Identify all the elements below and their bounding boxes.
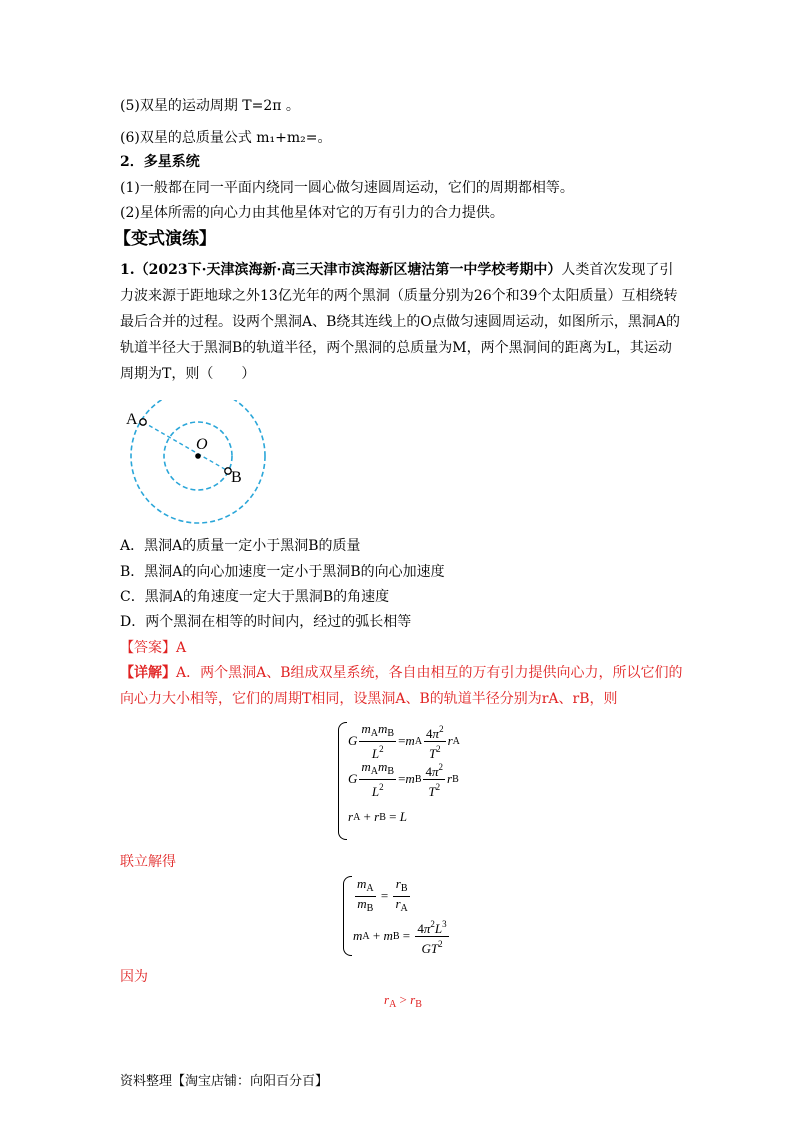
question-number: 1.: [120, 262, 135, 278]
option-b: B．黑洞A的向心加速度一定小于黑洞B的向心加速度: [120, 564, 445, 580]
orbit-figure: [120, 400, 280, 530]
center-o: [195, 453, 201, 459]
equation-system-1: G $\frac{m_Am_B}{L^2}$ = m A $\frac{4\pi^2}{T^2}$ r A G $\frac{m_Am_B}{L^2}$ = m B $\frac{4\pi^2}{T^2}$ r B r A + r B = L: [338, 722, 518, 840]
section-2-title: 2．多星系统: [120, 154, 200, 170]
label-b: B: [231, 469, 242, 486]
detail-label: 【详解】: [120, 665, 176, 681]
section-2-item-1: (1)一般都在同一平面内绕同一圆心做匀速圆周运动，它们的周期都相等。: [120, 180, 574, 196]
practice-heading: 【变式演练】: [114, 229, 216, 249]
footer-note: 资料整理【淘宝店铺：向阳百分百】: [120, 1074, 329, 1089]
option-a: A．黑洞A的质量一定小于黑洞B的质量: [120, 538, 361, 554]
item-6: (6)双星的总质量公式 m₁+m₂=。: [120, 130, 332, 146]
answer: 【答案】A: [120, 640, 187, 656]
label-o: O: [196, 436, 208, 453]
connecting-line: [143, 422, 228, 471]
detail: [120, 660, 685, 712]
question-text: 人类首次发现了引力波来源于距地球之外13亿光年的两个黑洞（质量分别为26个和39个太阳质量）互相绕转最后合并的过程。设两个黑洞A、B绕其连线上的O点做匀速圆周运动，如图所示，黑洞A的轨道半径大于黑洞B的轨道半径，两个黑洞的总质量为M，两个黑洞间的距离为L，其运动周期为T，则（ ）: [120, 262, 680, 382]
inequality: $r_A > r_B$: [384, 992, 422, 1010]
outer-orbit: [131, 400, 265, 523]
question-source: （2023下·天津滨海新·高三天津市滨海新区塘沽第一中学校考期中）: [134, 262, 562, 278]
question-1: [120, 257, 680, 387]
item-5: (5)双星的运动周期 T=2π 。: [120, 98, 300, 114]
joint-solve: 联立解得: [120, 854, 176, 870]
option-c: C．黑洞A的角速度一定大于黑洞B的角速度: [120, 589, 390, 605]
option-d: D．两个黑洞在相等的时间内，经过的弧长相等: [120, 614, 412, 630]
detail-text: A．两个黑洞A、B组成双星系统，各自由相互的万有引力提供向心力，所以它们的向心力大小相等，它们的周期T相同，设黑洞A、B的轨道半径分别为rA、rB，则: [120, 665, 683, 707]
section-2-item-2: (2)星体所需的向心力由其他星体对它的万有引力的合力提供。: [120, 205, 504, 221]
label-a: A: [126, 411, 138, 428]
because: 因为: [120, 969, 148, 985]
equation-system-2: $\frac{m_A}{m_B}$ = $\frac{r_B}{r_A}$ m A + m B = $\frac{4\pi^2L^3}{GT^2}$: [343, 876, 483, 956]
black-hole-a: [140, 419, 146, 425]
